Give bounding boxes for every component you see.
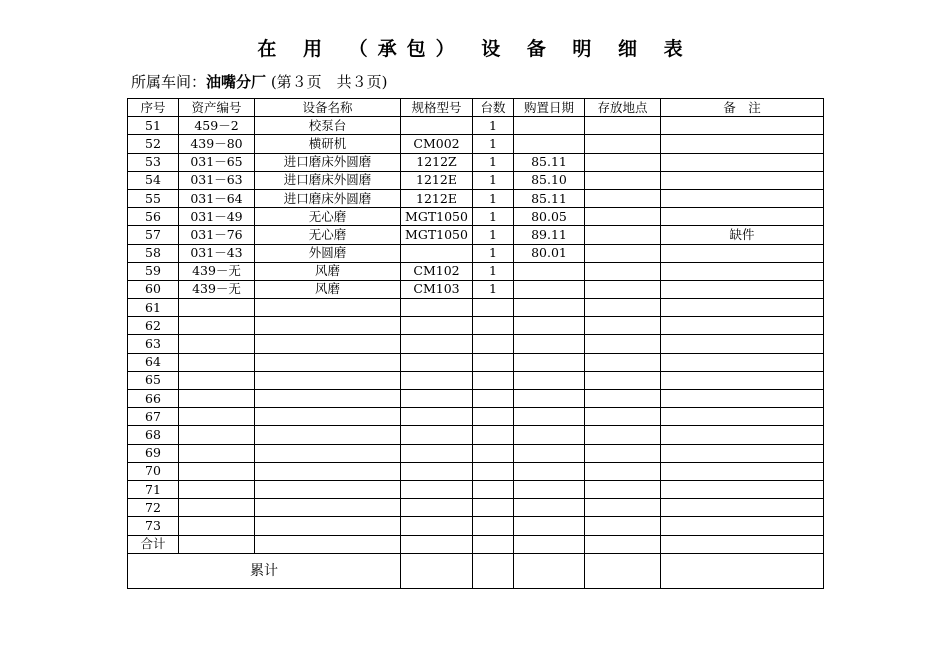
cell-seq: 57 [128,226,179,244]
cell-equipment-name [255,517,401,535]
cell-model [401,480,473,498]
cumulative-label: 累计 [128,553,401,588]
cell-equipment-name: 横研机 [255,135,401,153]
cell-quantity [473,299,514,317]
cell-model: 1212Z [401,153,473,171]
cell-location [585,462,661,480]
cell-asset-id [179,371,255,389]
cell-purchase-date: 85.11 [514,153,585,171]
table-row [128,226,824,244]
cell-model [401,317,473,335]
cell-equipment-name: 无心磨 [255,208,401,226]
cumulative-cell [401,553,473,588]
cell-asset-id [179,390,255,408]
cell-asset-id: 031－63 [179,171,255,189]
cell-asset-id: 439－无 [179,262,255,280]
cell-purchase-date [514,480,585,498]
cell-quantity [473,444,514,462]
table-row [128,317,824,335]
cell-model [401,444,473,462]
cell-asset-id: 031－43 [179,244,255,262]
cell-purchase-date: 85.10 [514,171,585,189]
cell-remarks [661,335,824,353]
cell-purchase-date [514,390,585,408]
cell-model [401,426,473,444]
cell-seq: 63 [128,335,179,353]
cell-purchase-date [514,117,585,135]
cell-asset-id [179,480,255,498]
cell-seq: 71 [128,480,179,498]
cell-equipment-name: 进口磨床外圆磨 [255,153,401,171]
cell-equipment-name [255,444,401,462]
cell-model [401,299,473,317]
cell-seq: 60 [128,280,179,298]
table-row [128,335,824,353]
table-row [128,499,824,517]
cell-purchase-date: 85.11 [514,189,585,207]
cell-remarks [661,444,824,462]
cell-seq: 62 [128,317,179,335]
cell-purchase-date [514,353,585,371]
cell-model [401,499,473,517]
cell-location [585,390,661,408]
cell-model [401,353,473,371]
cell-location [585,189,661,207]
cell-equipment-name: 无心磨 [255,226,401,244]
cell-location [585,153,661,171]
cell-asset-id: 439－无 [179,280,255,298]
cell-remarks [661,262,824,280]
cell-equipment-name [255,317,401,335]
cell-location [585,408,661,426]
header-quantity: 台数 [473,99,514,117]
table-row [128,480,824,498]
cell-purchase-date [514,262,585,280]
table-row [128,371,824,389]
cell-remarks [661,299,824,317]
cell-asset-id: 031－49 [179,208,255,226]
workshop-name: 油嘴分厂 [206,73,267,91]
cell-quantity [473,462,514,480]
total-cell [401,535,473,553]
header-location: 存放地点 [585,99,661,117]
cell-asset-id [179,335,255,353]
cell-remarks [661,208,824,226]
cell-quantity [473,499,514,517]
cell-equipment-name [255,353,401,371]
cell-equipment-name: 风磨 [255,280,401,298]
cell-location [585,426,661,444]
cell-asset-id [179,462,255,480]
cell-equipment-name: 外圆磨 [255,244,401,262]
total-cell [585,535,661,553]
cell-asset-id: 031－64 [179,189,255,207]
cell-model: CM002 [401,135,473,153]
cell-equipment-name [255,408,401,426]
cell-asset-id: 031－76 [179,226,255,244]
cell-quantity [473,335,514,353]
total-label: 合计 [128,535,179,553]
table-row [128,208,824,226]
table-row [128,353,824,371]
cell-asset-id [179,408,255,426]
total-cell [661,535,824,553]
cell-quantity [473,480,514,498]
cell-model [401,117,473,135]
header-row [128,99,824,117]
cell-location [585,117,661,135]
table-row [128,426,824,444]
cell-model: MGT1050 [401,208,473,226]
cell-equipment-name [255,390,401,408]
cell-remarks [661,517,824,535]
cell-location [585,480,661,498]
cell-asset-id [179,317,255,335]
cell-equipment-name [255,299,401,317]
cumulative-cell [661,553,824,588]
cell-model: CM103 [401,280,473,298]
cell-remarks [661,135,824,153]
cell-remarks [661,244,824,262]
cell-quantity: 1 [473,117,514,135]
cumulative-cell [473,553,514,588]
table-row [128,262,824,280]
table-row [128,153,824,171]
cell-seq: 53 [128,153,179,171]
page-indicator: (第３页 共３页) [270,73,388,91]
cell-quantity [473,353,514,371]
cell-quantity [473,517,514,535]
cell-equipment-name [255,371,401,389]
cell-purchase-date [514,280,585,298]
cumulative-cell [514,553,585,588]
cell-seq: 73 [128,517,179,535]
total-cell [514,535,585,553]
cell-remarks: 缺件 [661,226,824,244]
cell-location [585,317,661,335]
cell-seq: 67 [128,408,179,426]
cell-quantity: 1 [473,208,514,226]
cell-equipment-name [255,426,401,444]
cell-seq: 61 [128,299,179,317]
cell-location [585,499,661,517]
document-title: 在 用 （承包） 设 备 明 细 表 [257,38,693,60]
header-remarks: 备 注 [661,99,824,117]
cell-seq: 59 [128,262,179,280]
workshop-label: 所属车间： [131,73,207,91]
cell-seq: 65 [128,371,179,389]
cell-model [401,462,473,480]
cell-quantity [473,408,514,426]
table-row [128,280,824,298]
cell-seq: 70 [128,462,179,480]
cell-purchase-date [514,317,585,335]
cell-location [585,208,661,226]
cell-purchase-date [514,462,585,480]
cell-purchase-date [514,135,585,153]
cell-location [585,135,661,153]
header-model: 规格型号 [401,99,473,117]
cell-quantity: 1 [473,226,514,244]
cell-location [585,353,661,371]
cell-seq: 64 [128,353,179,371]
table-row [128,390,824,408]
cell-remarks [661,317,824,335]
cell-remarks [661,371,824,389]
cell-equipment-name: 风磨 [255,262,401,280]
cell-quantity: 1 [473,280,514,298]
cell-quantity: 1 [473,153,514,171]
cell-model: 1212E [401,189,473,207]
cell-remarks [661,499,824,517]
cell-asset-id [179,444,255,462]
cell-quantity [473,371,514,389]
cell-seq: 68 [128,426,179,444]
cell-quantity: 1 [473,171,514,189]
cell-equipment-name: 进口磨床外圆磨 [255,189,401,207]
cell-purchase-date [514,517,585,535]
cell-equipment-name [255,499,401,517]
cell-location [585,517,661,535]
cell-model [401,408,473,426]
cell-location [585,244,661,262]
cell-remarks [661,462,824,480]
cumulative-cell [585,553,661,588]
cell-location [585,335,661,353]
table-row [128,299,824,317]
cell-seq: 55 [128,189,179,207]
total-cell [255,535,401,553]
cell-remarks [661,171,824,189]
cell-quantity: 1 [473,189,514,207]
cell-location [585,299,661,317]
cell-asset-id [179,426,255,444]
cell-equipment-name [255,335,401,353]
table-body [128,117,824,535]
cell-seq: 56 [128,208,179,226]
cell-remarks [661,353,824,371]
header-seq: 序号 [128,99,179,117]
total-row [128,535,824,553]
cell-remarks [661,480,824,498]
table-row [128,517,824,535]
cell-asset-id [179,299,255,317]
cell-asset-id [179,499,255,517]
cell-model [401,517,473,535]
cell-location [585,444,661,462]
table-row [128,135,824,153]
header-asset-id: 资产编号 [179,99,255,117]
cell-remarks [661,390,824,408]
cell-seq: 72 [128,499,179,517]
cell-purchase-date [514,371,585,389]
cell-location [585,171,661,189]
table-row [128,408,824,426]
cell-equipment-name: 进口磨床外圆磨 [255,171,401,189]
cell-purchase-date [514,444,585,462]
cell-model: CM102 [401,262,473,280]
cell-asset-id [179,517,255,535]
cell-equipment-name [255,462,401,480]
cell-purchase-date [514,499,585,517]
cell-seq: 69 [128,444,179,462]
table-row [128,117,824,135]
cell-location [585,280,661,298]
header-equipment-name: 设备名称 [255,99,401,117]
cell-asset-id: 031－65 [179,153,255,171]
cell-purchase-date [514,335,585,353]
cell-purchase-date [514,426,585,444]
cell-model [401,371,473,389]
cell-model [401,335,473,353]
cell-quantity: 1 [473,135,514,153]
cell-quantity: 1 [473,244,514,262]
table-row [128,244,824,262]
cell-location [585,226,661,244]
cell-seq: 52 [128,135,179,153]
cell-seq: 66 [128,390,179,408]
cell-purchase-date [514,408,585,426]
cell-model [401,390,473,408]
cell-seq: 58 [128,244,179,262]
cell-purchase-date: 80.01 [514,244,585,262]
cell-location [585,262,661,280]
cell-equipment-name [255,480,401,498]
cell-seq: 54 [128,171,179,189]
cell-quantity: 1 [473,262,514,280]
table-row [128,189,824,207]
cell-purchase-date: 89.11 [514,226,585,244]
cell-model: MGT1050 [401,226,473,244]
table-row [128,462,824,480]
total-cell [473,535,514,553]
equipment-table [127,98,824,589]
cell-seq: 51 [128,117,179,135]
cell-quantity [473,390,514,408]
cell-asset-id: 439－80 [179,135,255,153]
cell-remarks [661,153,824,171]
workshop-info [131,71,388,92]
cell-remarks [661,117,824,135]
header-purchase-date: 购置日期 [514,99,585,117]
cell-remarks [661,408,824,426]
cell-equipment-name: 校泵台 [255,117,401,135]
cell-quantity [473,426,514,444]
cell-model: 1212E [401,171,473,189]
cell-model [401,244,473,262]
cell-quantity [473,317,514,335]
cell-remarks [661,426,824,444]
cell-purchase-date [514,299,585,317]
cell-purchase-date: 80.05 [514,208,585,226]
cumulative-row [128,553,824,588]
cell-location [585,371,661,389]
cell-asset-id [179,353,255,371]
cell-remarks [661,189,824,207]
cell-asset-id: 459－2 [179,117,255,135]
table-row [128,444,824,462]
total-cell [179,535,255,553]
table-row [128,171,824,189]
cell-remarks [661,280,824,298]
